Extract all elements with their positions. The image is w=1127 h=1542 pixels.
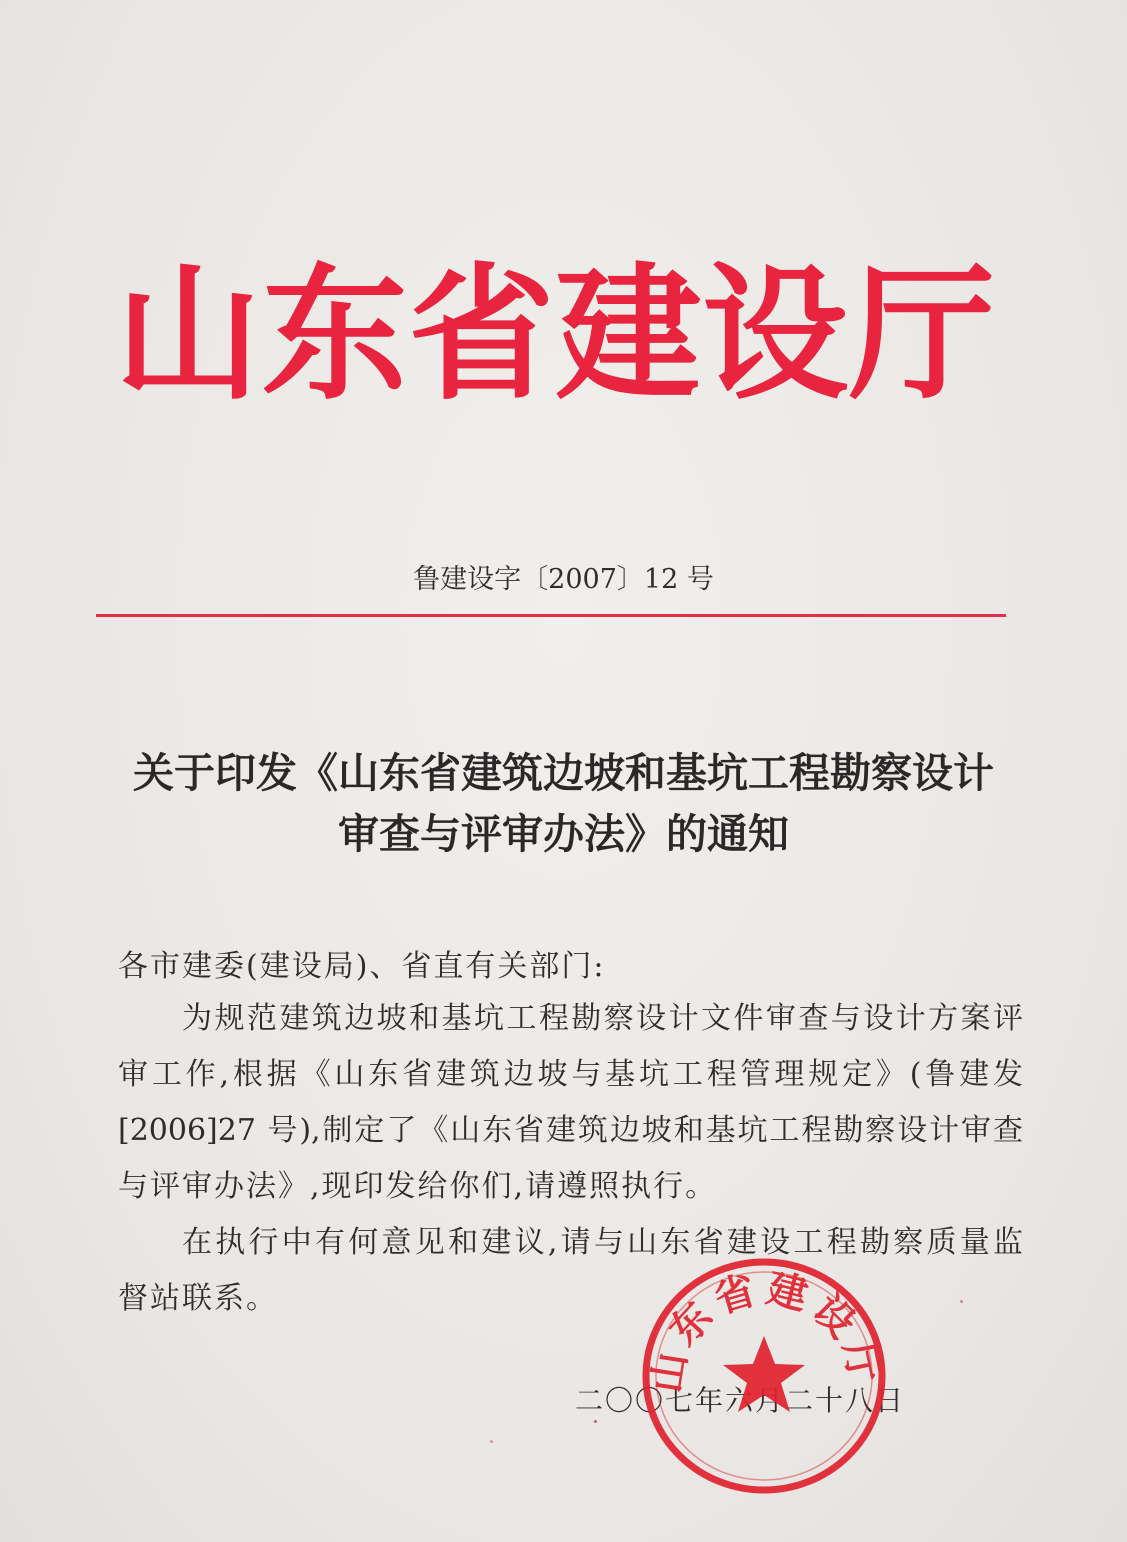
- seal-text-path: 山东省建设厅: [643, 1265, 889, 1396]
- seal-star-icon: [723, 1336, 805, 1412]
- ink-speck: [960, 1300, 963, 1303]
- issuer-char: 山: [115, 250, 261, 420]
- paragraph-2-line: 督站联系。: [118, 1281, 278, 1316]
- notice-title-line-1: 关于印发《山东省建筑边坡和基坑工程勘察设计: [133, 749, 994, 797]
- issuer-char: 厅: [848, 250, 995, 420]
- salutation: 各市建委(建设局)、省直有关部门:: [118, 949, 606, 984]
- paragraph-2-line: 在执行中有何意见和建议,请与山东省建设工程勘察质量监: [182, 1225, 1023, 1260]
- paragraph-1-line: [2006]27 号),制定了《山东省建筑边坡和基坑工程勘察设计审查: [118, 1113, 1023, 1148]
- issuer-char: 东: [261, 250, 408, 420]
- ink-speck: [594, 1420, 597, 1423]
- ink-speck: [490, 1440, 493, 1443]
- header-divider: [96, 614, 1006, 617]
- issuer-char: 设: [702, 250, 849, 420]
- document-number: 鲁建设字〔2007〕12 号: [413, 564, 714, 595]
- notice-title-line-2: 审查与评审办法》的通知: [338, 810, 789, 858]
- paragraph-1-line: 与评审办法》,现印发给你们,请遵照执行。: [118, 1169, 718, 1204]
- issuer-char: 建: [555, 250, 702, 420]
- official-seal: [636, 1250, 896, 1500]
- issuer-char: 省: [408, 250, 555, 420]
- paragraph-1-line: 审工作,根据《山东省建筑边坡与基坑工程管理规定》(鲁建发: [118, 1057, 1023, 1092]
- paragraph-1-line: 为规范建筑边坡和基坑工程勘察设计文件审查与设计方案评: [182, 1001, 1023, 1036]
- issuer-header: [115, 250, 995, 420]
- issue-date: 二〇〇七年六月二十八日: [575, 1384, 906, 1417]
